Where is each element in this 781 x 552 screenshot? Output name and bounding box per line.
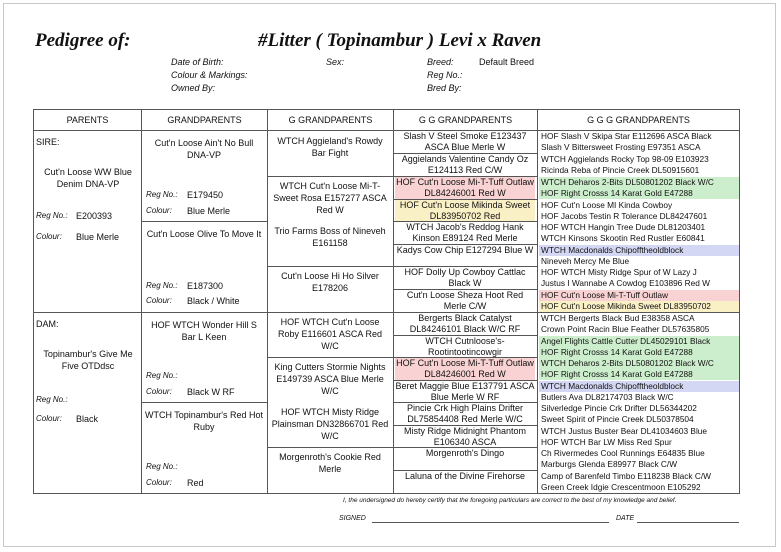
g-grandparent-cell: HOF WTCH Misty Ridge Plainsman DN32866701 Red W/C bbox=[271, 407, 389, 441]
signed-label: SIGNED bbox=[339, 515, 366, 522]
ggg-grandparent-row: WTCH Justus Buster Bear DL41034603 Blue bbox=[541, 426, 708, 436]
ggg-grandparent-row: Justus I Wannabe A Cowdog E103896 Red W bbox=[541, 278, 710, 288]
grandparent-colour-label: Colour: bbox=[146, 387, 172, 396]
ggg-grandparent-row: HOF WTCH Misty Ridge Spur of W Lazy J bbox=[541, 267, 697, 277]
grandparent-colour-value: Blue Merle bbox=[187, 206, 231, 216]
ggg-grandparent-row: Nineveh Mercy Me Blue bbox=[541, 256, 630, 266]
ggg-grandparent-row: Marburgs Glenda E89977 Black C/W bbox=[541, 459, 678, 469]
certification-text: I, the undersigned do hereby certify that the foregoing particulars are correct to the best of my knowledge and belief. bbox=[343, 497, 677, 504]
g-grandparent-cell: Trio Farms Boss of Nineveh E161158 bbox=[274, 226, 386, 248]
ggg-grandparent-row: HOF Slash V Skipa Star E112696 ASCA Black bbox=[541, 131, 712, 141]
ggg-grandparent-row: Green Creek Idgie Crescentmoon E105292 bbox=[541, 482, 701, 492]
ggg-grandparent-row: Silverledge Pincie Crk Drifter DL56344202 bbox=[541, 403, 697, 413]
sire-colour-label: Colour: bbox=[36, 232, 62, 241]
grandparent-reg-label: Reg No.: bbox=[146, 371, 178, 380]
ggg-grandparent-row: HOF Cut'n Loose Mikinda Sweet DL83950702 bbox=[539, 301, 739, 312]
gg-grandparent-cell: WTCH Cutnloose's-Rootintootincowgir bbox=[425, 336, 505, 357]
g-grandparent-cell: WTCH Aggieland's Rowdy Bar Fight bbox=[277, 136, 383, 158]
grandparent-reg-label: Reg No.: bbox=[146, 190, 178, 199]
grandparent-reg-label: Reg No.: bbox=[146, 281, 178, 290]
sire-reg-label: Reg No.: bbox=[36, 211, 68, 220]
header-grandparents: GRANDPARENTS bbox=[167, 115, 242, 125]
ggg-grandparent-row: WTCH Bergerts Black Bud E38358 ASCA bbox=[541, 313, 695, 323]
ggg-grandparent-row: HOF Right Crosss 14 Karat Gold E47288 bbox=[539, 188, 739, 199]
ggg-grandparent-row: Butlers Ava DL82174703 Black W/C bbox=[541, 392, 674, 402]
header-gg-grandparents: G G GRANDPARENTS bbox=[418, 115, 513, 125]
date-line bbox=[637, 522, 739, 523]
ggg-grandparent-row: Camp of Barenfeld Timbo E118238 Black C/W bbox=[541, 471, 712, 481]
owned-by-label: Owned By: bbox=[171, 83, 216, 93]
ggg-grandparent-row: HOF Cut'n Loose MI Kinda Cowboy bbox=[541, 200, 673, 210]
ggg-grandparent-row: Ch Rivermedes Cool Runnings E64835 Blue bbox=[541, 448, 705, 458]
grandparent-colour-label: Colour: bbox=[146, 296, 172, 305]
g-grandparent-cell: Morgenroth's Cookie Red Merle bbox=[279, 452, 381, 474]
ggg-grandparent-row: HOF Cut'n Loose Mi-T-Tuff Outlaw bbox=[539, 290, 739, 301]
grandparent-colour-value: Black / White bbox=[187, 296, 240, 306]
grandparent-name: HOF WTCH Wonder Hill S Bar L Keen bbox=[151, 320, 257, 342]
g-grandparent-cell: WTCH Cut'n Loose Mi-T-Sweet Rosa E157277 ASCA Red W bbox=[273, 181, 387, 215]
grandparent-name: WTCH Topinambur's Red Hot Ruby bbox=[144, 410, 264, 432]
grandparent-name: Cut'n Loose Ain't No Bull DNA-VP bbox=[154, 138, 254, 160]
g-grandparent-cell: HOF WTCH Cut'n Loose Roby E116601 ASCA Red W/C bbox=[278, 317, 382, 351]
colour-markings-label: Colour & Markings: bbox=[171, 70, 248, 80]
date-label: DATE bbox=[616, 515, 635, 522]
litter-title: #Litter ( Topinambur ) Levi x Raven bbox=[258, 30, 542, 51]
ggg-grandparent-row: HOF Right Crosss 14 Karat Gold E47288 bbox=[539, 347, 739, 358]
dam-label: DAM: bbox=[36, 319, 59, 329]
bred-by-label: Bred By: bbox=[427, 83, 462, 93]
dob-label: Date of Birth: bbox=[171, 57, 224, 67]
header-g-grandparents: G GRANDPARENTS bbox=[288, 115, 373, 125]
sire-label: SIRE: bbox=[36, 137, 60, 147]
gg-grandparent-cell: HOF Cut'n Loose Mi-T-Tuff Outlaw DL84246001 Red W bbox=[396, 177, 534, 198]
grandparent-colour-label: Colour: bbox=[146, 206, 172, 215]
ggg-grandparent-row: HOF Jacobs Testin R Tolerance DL84247601 bbox=[541, 211, 708, 221]
ggg-grandparent-row: WTCH Deharos 2-Bits DL50801202 Black W/C bbox=[539, 177, 739, 188]
grandparent-colour-label: Colour: bbox=[146, 478, 172, 487]
ggg-grandparent-row: WTCH Aggielands Rocky Top 98-09 E103923 bbox=[541, 154, 709, 164]
dam-name: Topinambur's Give Me Five OTDdsc bbox=[43, 349, 133, 371]
grandparent-reg-label: Reg No.: bbox=[146, 462, 178, 471]
header-ggg-grandparents: G G G GRANDPARENTS bbox=[587, 115, 690, 125]
ggg-grandparent-row: HOF Right Crosss 14 Karat Gold E47288 bbox=[539, 369, 739, 380]
gg-grandparent-cell: Misty Ridge Midnight Phantom E106340 ASCA bbox=[403, 426, 527, 447]
gg-grandparent-cell: HOF Dolly Up Cowboy Cattlac Black W bbox=[404, 267, 526, 288]
dam-colour-value: Black bbox=[76, 414, 99, 424]
breed-label: Breed: bbox=[427, 57, 454, 67]
gg-grandparent-cell: Kadys Cow Chip E127294 Blue W bbox=[396, 245, 534, 255]
ggg-grandparent-row: WTCH Kinsons Skootin Red Rustler E60841 bbox=[541, 233, 705, 243]
sex-label: Sex: bbox=[326, 57, 345, 67]
ggg-grandparent-row: HOF WTCH Hangin Tree Dude DL81203401 bbox=[541, 222, 706, 232]
gg-grandparent-cell: Morgenroth's Dingo bbox=[425, 448, 505, 458]
grandparent-colour-value: Black W RF bbox=[187, 387, 235, 397]
dam-reg-label: Reg No.: bbox=[36, 395, 68, 404]
dam-colour-label: Colour: bbox=[36, 414, 62, 423]
gg-grandparent-cell: Pincie Crk High Plains Drifter DL75854408 Red Merle W/C bbox=[406, 403, 524, 424]
gg-grandparent-cell: Cut'n Loose Sheza Hoot Red Merle C/W bbox=[406, 290, 524, 311]
sire-name: Cut'n Loose WW Blue Denim DNA-VP bbox=[44, 167, 132, 189]
header-parents: PARENTS bbox=[66, 115, 109, 125]
reg-no-label: Reg No.: bbox=[427, 70, 463, 80]
ggg-grandparent-row: Ricinda Reba of Pincie Creek DL50915601 bbox=[541, 165, 700, 175]
ggg-grandparent-row: WTCH Deharos 2-Bits DL50801202 Black W/C bbox=[539, 358, 739, 369]
sire-reg-value: E200393 bbox=[76, 211, 113, 221]
sire-colour-value: Blue Merle bbox=[76, 232, 120, 242]
g-grandparent-cell: King Cutters Stormie Nights E149739 ASCA Blue Merle W/C bbox=[274, 362, 386, 396]
signature-line bbox=[372, 522, 609, 523]
gg-grandparent-cell: Beret Maggie Blue E137791 ASCA Blue Merle W RF bbox=[395, 381, 535, 402]
gg-grandparent-cell: WTCH Jacob's Reddog Hank Kinson E89124 Red Merle bbox=[406, 222, 524, 243]
ggg-grandparent-row: WTCH Macdonalds Chipofftheoldblock bbox=[539, 245, 739, 256]
gg-grandparent-cell: Laluna of the Divine Firehorse bbox=[404, 471, 526, 481]
grandparent-reg-value: E179450 bbox=[187, 190, 224, 200]
gg-grandparent-cell: HOF Cut'n Loose Mikinda Sweet DL83950702 Red bbox=[395, 200, 535, 221]
ggg-grandparent-row: Slash V Bittersweet Frosting E97351 ASCA bbox=[541, 142, 701, 152]
gg-grandparent-cell: HOF Cut'n Loose Mi-T-Tuff Outlaw DL84246001 Red W bbox=[396, 358, 534, 379]
ggg-grandparent-row: Sweet Spirit of Pincie Creek DL50378504 bbox=[541, 414, 694, 424]
g-grandparent-cell: Cut'n Loose Hi Ho Silver E178206 bbox=[281, 271, 379, 293]
breed-value: Default Breed bbox=[479, 57, 535, 67]
grandparent-reg-value: E187300 bbox=[187, 281, 224, 291]
ggg-grandparent-row: Angel Flights Cattle Cutter DL45029101 Black bbox=[539, 336, 739, 347]
gg-grandparent-cell: Slash V Steel Smoke E123437 ASCA Blue Merle W bbox=[403, 131, 527, 152]
gg-grandparent-cell: Aggielands Valentine Candy Oz E124113 Red C/W bbox=[401, 154, 529, 175]
pedigree-title: Pedigree of: bbox=[35, 30, 131, 51]
ggg-grandparent-row: Crown Point Racin Blue Feather DL57635805 bbox=[541, 324, 710, 334]
grandparent-name: Cut'n Loose Olive To Move It bbox=[146, 229, 262, 239]
grandparent-colour-value: Red bbox=[187, 478, 204, 488]
ggg-grandparent-row: HOF WTCH Bar LW Miss Red Spur bbox=[541, 437, 672, 447]
ggg-grandparent-row: WTCH Macdonalds Chipofftheoldblock bbox=[539, 381, 739, 392]
gg-grandparent-cell: Bergerts Black Catalyst DL84246101 Black W/C RF bbox=[409, 313, 521, 334]
